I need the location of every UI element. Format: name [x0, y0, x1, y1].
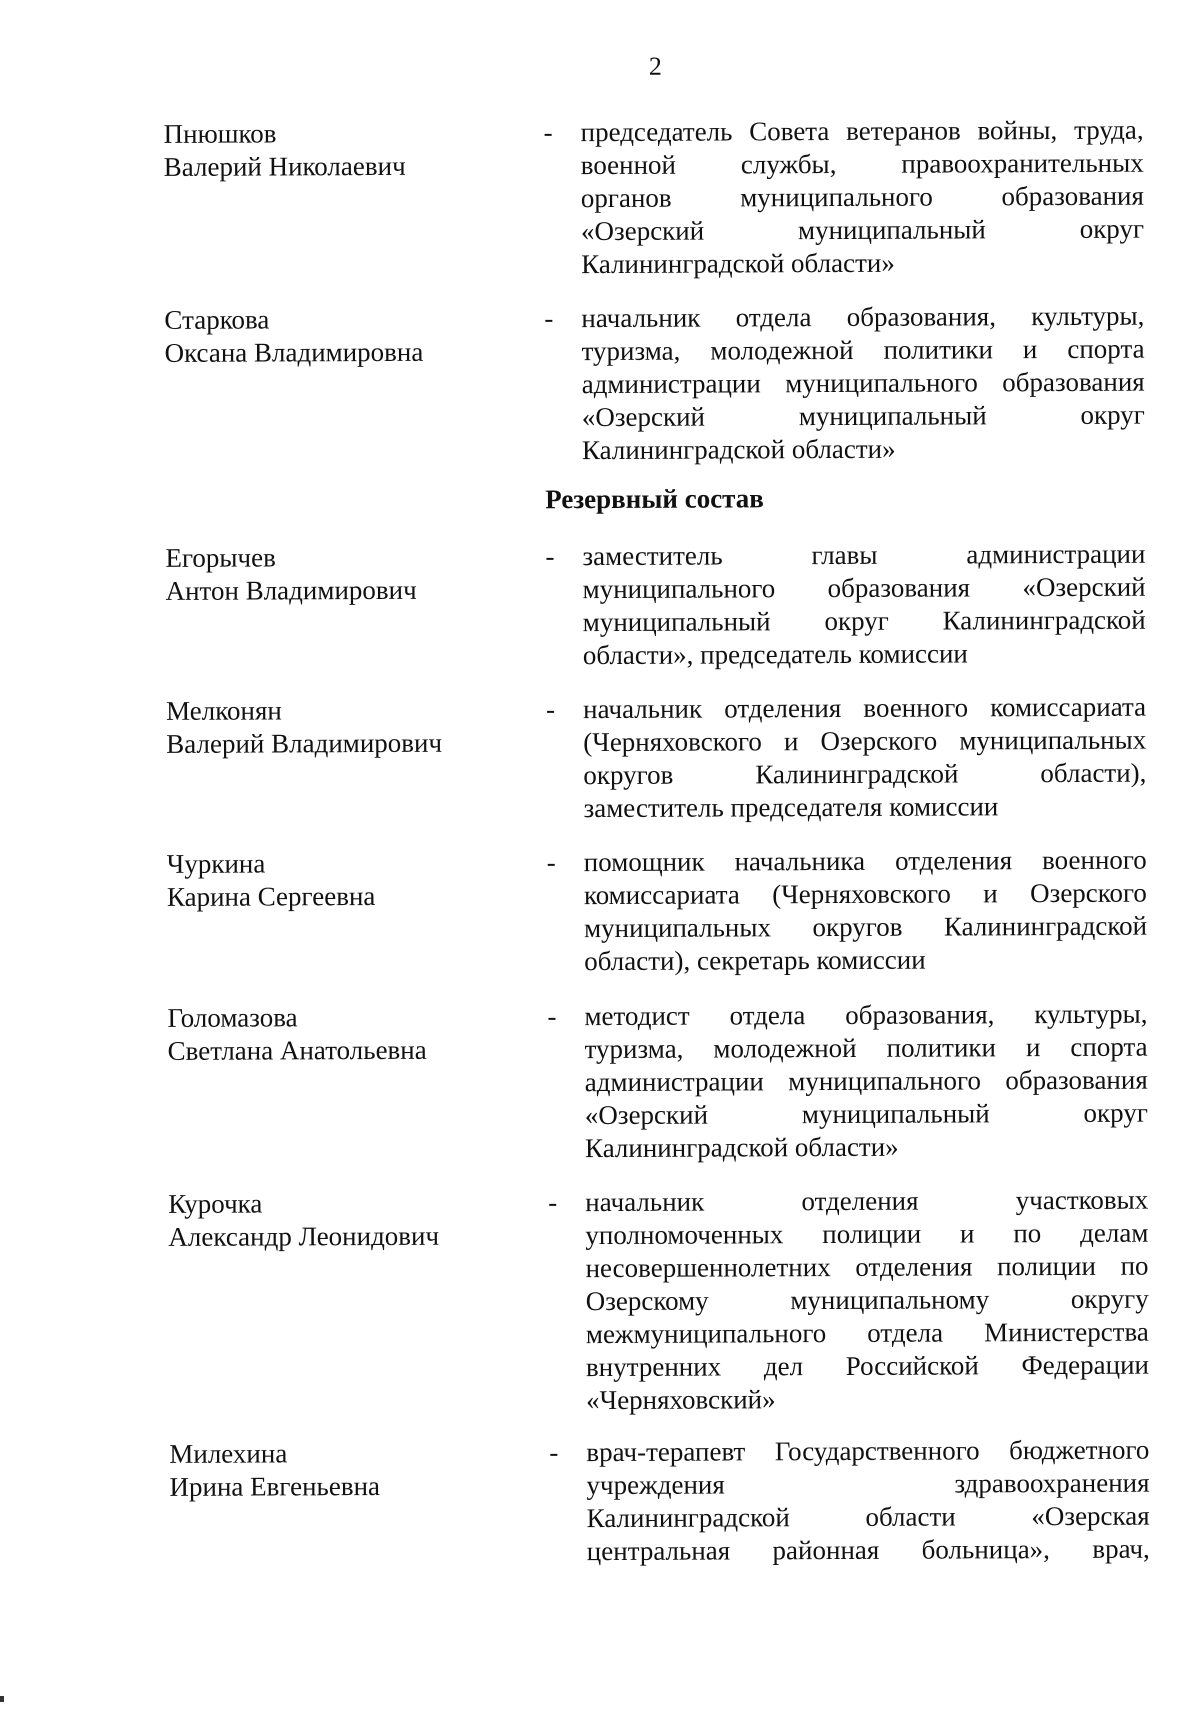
member-given-names: Антон Владимирович [165, 574, 417, 606]
member-name [165, 540, 525, 608]
position-line: округов Калининградской области), [583, 757, 1147, 791]
position-line: области», председатель комиссии [582, 638, 968, 671]
position-line: врач-терапевт Государственного бюджетного [586, 1434, 1150, 1468]
position-line: заместитель председателя комиссии [583, 791, 999, 824]
member-surname: Мелконян [166, 695, 282, 726]
position-line: Калининградской области «Озерская [586, 1500, 1150, 1534]
member-surname: Егорычев [165, 542, 276, 573]
member-given-names: Валерий Владимирович [166, 727, 443, 759]
position-line: Калининградской области» [581, 247, 895, 280]
dash-separator: - [548, 1187, 558, 1218]
position-line: администрации муниципального образования [584, 1064, 1148, 1098]
position-line: области), секретарь комиссии [584, 944, 926, 977]
member-entry [168, 1184, 1150, 1416]
position-line: помощник начальника отделения военного [583, 844, 1147, 878]
member-given-names: Александр Леонидович [168, 1220, 440, 1252]
member-position [585, 1184, 1149, 1417]
member-name [166, 693, 526, 761]
position-line: органов муниципального образования [580, 180, 1144, 214]
member-given-names: Оксана Владимировна [164, 336, 424, 368]
dash-separator: - [545, 541, 555, 572]
position-line: Озерскому муниципальному округу [585, 1283, 1149, 1317]
dash-separator: - [546, 694, 556, 725]
position-line: межмуниципального отдела Министерства [585, 1316, 1149, 1350]
position-line: муниципальный округ Калининградской [582, 604, 1146, 638]
member-position [586, 1434, 1150, 1568]
dash-separator: - [544, 303, 554, 334]
member-name [168, 1186, 528, 1254]
member-surname: Голомазова [167, 1002, 298, 1033]
member-entry [166, 691, 1147, 824]
position-line: Калининградской области» [584, 1131, 899, 1164]
member-given-names: Карина Сергеевна [166, 880, 376, 912]
member-surname: Пнюшков [163, 118, 277, 149]
position-line: учреждения здравоохранения [586, 1467, 1150, 1501]
position-line: администрации муниципального образования [581, 366, 1145, 400]
position-line: несовершеннолетних отделения полиции по [585, 1250, 1149, 1284]
member-given-names: Ирина Евгеньевна [169, 1470, 381, 1502]
position-line: муниципальных округов Калининградской [583, 910, 1148, 944]
position-line: Калининградской области» [581, 433, 896, 466]
member-position [581, 300, 1145, 467]
member-surname: Милехина [169, 1438, 288, 1469]
member-position [584, 844, 1148, 978]
member-name [167, 1000, 527, 1068]
member-name [164, 116, 524, 184]
member-entry [169, 1434, 1150, 1567]
dash-separator: - [546, 847, 556, 878]
position-line: (Черняховского и Озерского муниципальных [583, 724, 1147, 758]
dash-separator: - [543, 117, 553, 148]
member-given-names: Светлана Анатольевна [167, 1034, 427, 1066]
position-line: «Озерский муниципальный округ [580, 213, 1145, 247]
dash-separator: - [547, 1001, 557, 1032]
member-entry [165, 538, 1146, 671]
member-surname: Старкова [164, 304, 270, 335]
dash-separator: - [549, 1437, 559, 1468]
position-line: начальник отдела образования, культуры, [581, 300, 1145, 334]
member-position [583, 691, 1147, 825]
member-position [584, 998, 1148, 1165]
member-name [164, 302, 524, 370]
position-line: внутренних дел Российской Федерации [585, 1349, 1150, 1383]
scan-edge-mark [0, 1696, 4, 1702]
position-line: туризма, молодежной политики и спорта [581, 333, 1145, 367]
reserve-section-heading: Резервный состав [545, 483, 764, 515]
member-name [167, 846, 527, 914]
member-name [169, 1436, 529, 1504]
member-given-names: Валерий Николаевич [163, 150, 406, 182]
member-surname: Курочка [168, 1188, 263, 1219]
member-position [582, 538, 1146, 672]
member-entry [166, 844, 1148, 977]
position-line: начальник отделения военного комиссариата [583, 691, 1147, 725]
position-line: туризма, молодежной политики и спорта [584, 1031, 1148, 1065]
member-entry [163, 114, 1145, 280]
position-line: «Озерский муниципальный округ [581, 399, 1145, 433]
position-line: председатель Совета ветеранов войны, труда, [580, 114, 1144, 148]
position-line: начальник отделения участковых [585, 1184, 1149, 1218]
member-entry [167, 998, 1148, 1164]
position-line: «Озерский муниципальный округ [584, 1097, 1148, 1131]
position-line: центральная районная больница», врач, [586, 1533, 1150, 1567]
position-line: «Черняховский» [586, 1384, 776, 1416]
position-line: методист отдела образования, культуры, [584, 998, 1148, 1032]
position-line: военной службы, правоохранительных [580, 147, 1144, 181]
position-line: комиссариата (Черняховского и Озерского [583, 877, 1147, 911]
member-position [581, 114, 1145, 281]
member-surname: Чуркина [166, 848, 266, 879]
position-line: муниципального образования «Озерский [582, 571, 1146, 605]
position-line: уполномоченных полиции и по делам [585, 1217, 1149, 1251]
member-entry [164, 300, 1145, 466]
position-line: заместитель главы администрации [582, 538, 1146, 572]
page-number: 2 [648, 51, 662, 81]
